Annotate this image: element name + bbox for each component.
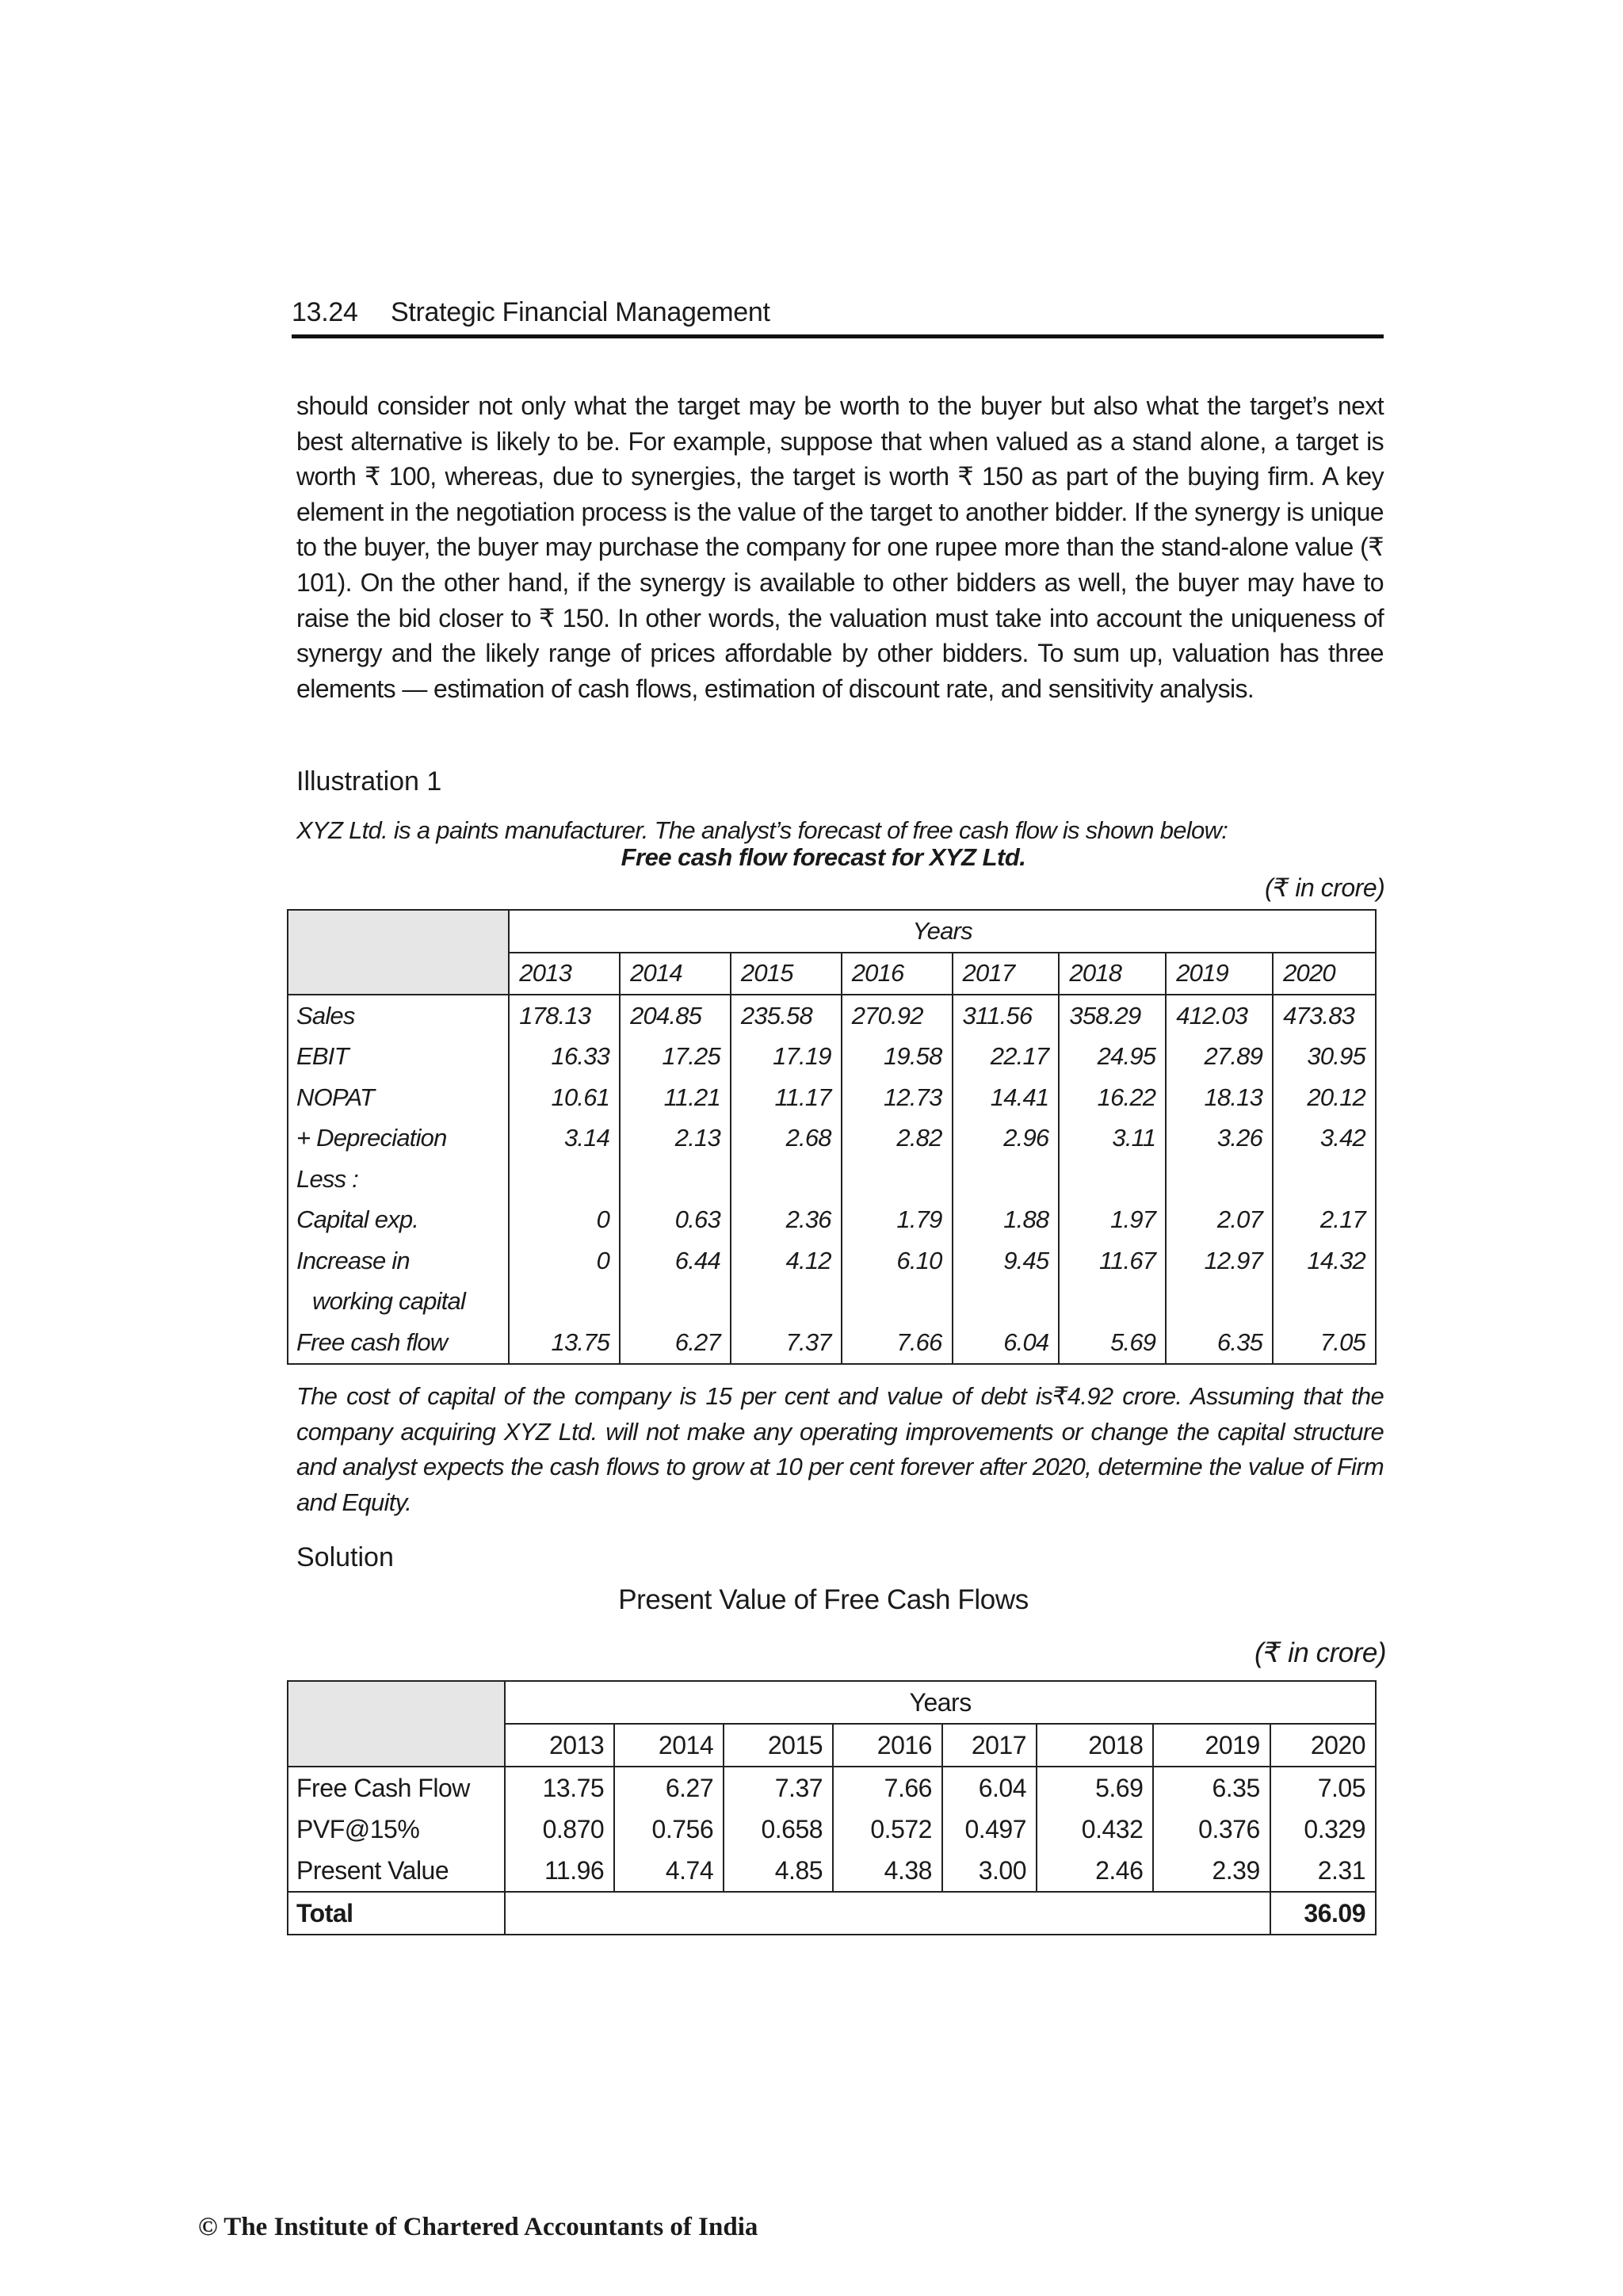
forecast-cell [1273, 1159, 1376, 1200]
page-header [292, 295, 1384, 338]
pv-row-label: Present Value [288, 1850, 505, 1892]
forecast-table-title: Free cash flow forecast for XYZ Ltd. [621, 843, 1026, 871]
forecast-cell: 5.69 [1059, 1322, 1166, 1364]
forecast-cell [1273, 1282, 1376, 1323]
pv-year-header: 2018 [1037, 1724, 1153, 1767]
forecast-cell: 6.44 [620, 1240, 731, 1282]
forecast-cell: 6.10 [842, 1240, 953, 1282]
pv-cell: 3.00 [942, 1850, 1037, 1892]
forecast-cell: 19.58 [842, 1037, 953, 1078]
forecast-cell: 30.95 [1273, 1037, 1376, 1078]
forecast-cell: 0 [509, 1240, 620, 1282]
forecast-cell: 1.97 [1059, 1200, 1166, 1241]
forecast-cell: 2.17 [1273, 1200, 1376, 1241]
forecast-year-header: 2013 [509, 953, 620, 995]
forecast-row-label: Capital exp. [288, 1200, 509, 1241]
forecast-row-label: Less : [288, 1159, 509, 1200]
forecast-table [287, 909, 1377, 1365]
forecast-cell: 6.27 [620, 1322, 731, 1364]
forecast-year-header: 2017 [953, 953, 1060, 995]
body-paragraph: should consider not only what the target may be worth to the buyer but also what the target’s next best alternative is likely to be. For example, suppose that when valued as a stand alone, a target is worth ₹ 100, whereas, due to synergies, the target is worth ₹ 150 as part of the buying firm. A key element in the negotiation process is the value of the target to another bidder. If the synergy is unique to the buyer, the buyer may purchase the company for one rupee more than the stand-alone value (₹ 101). On the other hand, if the synergy is available to other bidders as well, the buyer may have to raise the bid closer to ₹ 150. In other words, the valuation must take into account the uniqueness of synergy and the likely range of prices affordable by other bidders. To sum up, valuation has three elements — estimation of cash flows, estimation of discount rate, and sensitivity analysis. [296, 392, 1384, 703]
forecast-cell: 358.29 [1059, 995, 1166, 1037]
pv-cell: 4.74 [614, 1850, 724, 1892]
pv-cell: 0.329 [1270, 1809, 1376, 1850]
forecast-cell [509, 1282, 620, 1323]
pv-cell: 5.69 [1037, 1767, 1153, 1809]
forecast-cell: 270.92 [842, 995, 953, 1037]
forecast-cell: 2.13 [620, 1118, 731, 1159]
forecast-cell: 11.17 [731, 1077, 842, 1118]
forecast-row [288, 1159, 1376, 1200]
forecast-cell [731, 1282, 842, 1323]
solution-heading: Solution [296, 1542, 394, 1572]
pv-cell: 0.756 [614, 1809, 724, 1850]
forecast-cell: 7.66 [842, 1322, 953, 1364]
pv-year-header: 2016 [833, 1724, 942, 1767]
forecast-cell [1059, 1282, 1166, 1323]
forecast-cell: 3.26 [1166, 1118, 1273, 1159]
forecast-cell [953, 1282, 1060, 1323]
forecast-cell: 11.67 [1059, 1240, 1166, 1282]
forecast-row [288, 995, 1376, 1037]
forecast-cell [620, 1159, 731, 1200]
forecast-cell: 12.97 [1166, 1240, 1273, 1282]
forecast-row-label: EBIT [288, 1037, 509, 1078]
forecast-cell [731, 1159, 842, 1200]
pv-cell: 0.432 [1037, 1809, 1153, 1850]
forecast-row [288, 1322, 1376, 1364]
forecast-year-header: 2019 [1166, 953, 1273, 995]
forecast-cell: 178.13 [509, 995, 620, 1037]
forecast-cell: 0 [509, 1200, 620, 1241]
forecast-cell: 16.33 [509, 1037, 620, 1078]
forecast-cell [953, 1159, 1060, 1200]
forecast-row [288, 1200, 1376, 1241]
forecast-cell: 13.75 [509, 1322, 620, 1364]
forecast-cell [509, 1159, 620, 1200]
pv-cell: 6.27 [614, 1767, 724, 1809]
forecast-cell [620, 1282, 731, 1323]
forecast-cell: 11.21 [620, 1077, 731, 1118]
forecast-cell: 14.32 [1273, 1240, 1376, 1282]
forecast-row-label: Sales [288, 995, 509, 1037]
pv-cell: 0.376 [1153, 1809, 1270, 1850]
pv-row [288, 1850, 1376, 1892]
forecast-cell: 3.14 [509, 1118, 620, 1159]
pv-cell: 2.31 [1270, 1850, 1376, 1892]
forecast-cell [1166, 1282, 1273, 1323]
forecast-cell: 235.58 [731, 995, 842, 1037]
pv-year-header: 2013 [505, 1724, 614, 1767]
pv-year-header: 2017 [942, 1724, 1037, 1767]
pv-cell: 2.46 [1037, 1850, 1153, 1892]
pv-years-label: Years [505, 1681, 1376, 1724]
forecast-row [288, 1118, 1376, 1159]
pv-cell: 2.39 [1153, 1850, 1270, 1892]
pv-total-label: Total [288, 1892, 505, 1935]
illustration-intro: XYZ Ltd. is a paints manufacturer. The analyst’s forecast of free cash flow is shown below: [296, 816, 1228, 844]
forecast-cell: 412.03 [1166, 995, 1273, 1037]
forecast-cell: 204.85 [620, 995, 731, 1037]
forecast-cell: 7.05 [1273, 1322, 1376, 1364]
forecast-cell: 1.79 [842, 1200, 953, 1241]
forecast-cell: 2.82 [842, 1118, 953, 1159]
forecast-cell: 6.35 [1166, 1322, 1273, 1364]
forecast-cell: 2.07 [1166, 1200, 1273, 1241]
pv-cell: 4.85 [724, 1850, 833, 1892]
pv-year-header: 2020 [1270, 1724, 1376, 1767]
forecast-cell: 6.04 [953, 1322, 1060, 1364]
forecast-cell: 17.25 [620, 1037, 731, 1078]
forecast-cell: 24.95 [1059, 1037, 1166, 1078]
forecast-row-label: NOPAT [288, 1077, 509, 1118]
forecast-header-blank [288, 910, 509, 995]
forecast-cell: 10.61 [509, 1077, 620, 1118]
book-title: Strategic Financial Management [391, 297, 770, 327]
forecast-cell: 3.42 [1273, 1118, 1376, 1159]
forecast-year-header: 2020 [1273, 953, 1376, 995]
forecast-year-header: 2016 [842, 953, 953, 995]
forecast-year-header: 2014 [620, 953, 731, 995]
pv-row [288, 1767, 1376, 1809]
forecast-row-label: working capital [288, 1282, 509, 1323]
forecast-cell [1166, 1159, 1273, 1200]
pv-cell: 4.38 [833, 1850, 942, 1892]
pv-cell: 0.572 [833, 1809, 942, 1850]
pv-cell: 0.870 [505, 1809, 614, 1850]
forecast-year-header: 2015 [731, 953, 842, 995]
forecast-cell [1059, 1159, 1166, 1200]
forecast-cell: 20.12 [1273, 1077, 1376, 1118]
pv-header-blank [288, 1681, 505, 1767]
forecast-cell: 14.41 [953, 1077, 1060, 1118]
pv-cell: 0.497 [942, 1809, 1037, 1850]
forecast-cell: 17.19 [731, 1037, 842, 1078]
forecast-row-label: Increase in [288, 1240, 509, 1282]
forecast-cell: 22.17 [953, 1037, 1060, 1078]
forecast-row [288, 1077, 1376, 1118]
forecast-year-header: 2018 [1059, 953, 1166, 995]
forecast-cell [842, 1282, 953, 1323]
forecast-cell: 4.12 [731, 1240, 842, 1282]
pv-cell: 7.37 [724, 1767, 833, 1809]
forecast-cell: 16.22 [1059, 1077, 1166, 1118]
pv-cell: 6.35 [1153, 1767, 1270, 1809]
forecast-cell: 7.37 [731, 1322, 842, 1364]
forecast-row-label: + Depreciation [288, 1118, 509, 1159]
pv-total-blank [505, 1892, 1270, 1935]
pv-cell: 13.75 [505, 1767, 614, 1809]
forecast-row-label: Free cash flow [288, 1322, 509, 1364]
pv-table-title: Present Value of Free Cash Flows [618, 1584, 1029, 1615]
section-number: 13.24 [292, 297, 358, 327]
pv-row-label: PVF@15% [288, 1809, 505, 1850]
forecast-row [288, 1037, 1376, 1078]
forecast-cell: 0.63 [620, 1200, 731, 1241]
page-footer: © The Institute of Chartered Accountants of India [198, 2213, 758, 2241]
pv-table-unit: (₹ in crore) [1254, 1637, 1387, 1668]
forecast-row [288, 1240, 1376, 1282]
pv-year-header: 2019 [1153, 1724, 1270, 1767]
forecast-cell [842, 1159, 953, 1200]
forecast-cell: 473.83 [1273, 995, 1376, 1037]
forecast-cell: 2.68 [731, 1118, 842, 1159]
pv-cell: 7.05 [1270, 1767, 1376, 1809]
pv-row-label: Free Cash Flow [288, 1767, 505, 1809]
forecast-years-label: Years [509, 910, 1376, 953]
forecast-cell: 2.36 [731, 1200, 842, 1241]
pv-year-header: 2015 [724, 1724, 833, 1767]
forecast-cell: 2.96 [953, 1118, 1060, 1159]
pv-row [288, 1809, 1376, 1850]
pv-cell: 0.658 [724, 1809, 833, 1850]
forecast-cell: 18.13 [1166, 1077, 1273, 1118]
pv-cell: 11.96 [505, 1850, 614, 1892]
forecast-cell: 1.88 [953, 1200, 1060, 1241]
forecast-cell: 12.73 [842, 1077, 953, 1118]
pv-cell: 6.04 [942, 1767, 1037, 1809]
problem-text: The cost of capital of the company is 15 per cent and value of debt is₹4.92 crore. Assuming that the company acquiring XYZ Ltd. will not make any operating improvements or change the capital structure and analyst expects the cash flows to grow at 10 per cent forever after 2020, determine the value of Firm and Equity. [296, 1382, 1384, 1516]
pv-table [287, 1680, 1377, 1935]
forecast-cell: 9.45 [953, 1240, 1060, 1282]
forecast-cell: 3.11 [1059, 1118, 1166, 1159]
forecast-cell: 27.89 [1166, 1037, 1273, 1078]
pv-cell: 7.66 [833, 1767, 942, 1809]
pv-year-header: 2014 [614, 1724, 724, 1767]
pv-total-value: 36.09 [1270, 1892, 1376, 1935]
forecast-cell: 311.56 [953, 995, 1060, 1037]
forecast-table-unit: (₹ in crore) [1265, 873, 1385, 902]
forecast-row [288, 1282, 1376, 1323]
illustration-heading: Illustration 1 [296, 766, 442, 797]
